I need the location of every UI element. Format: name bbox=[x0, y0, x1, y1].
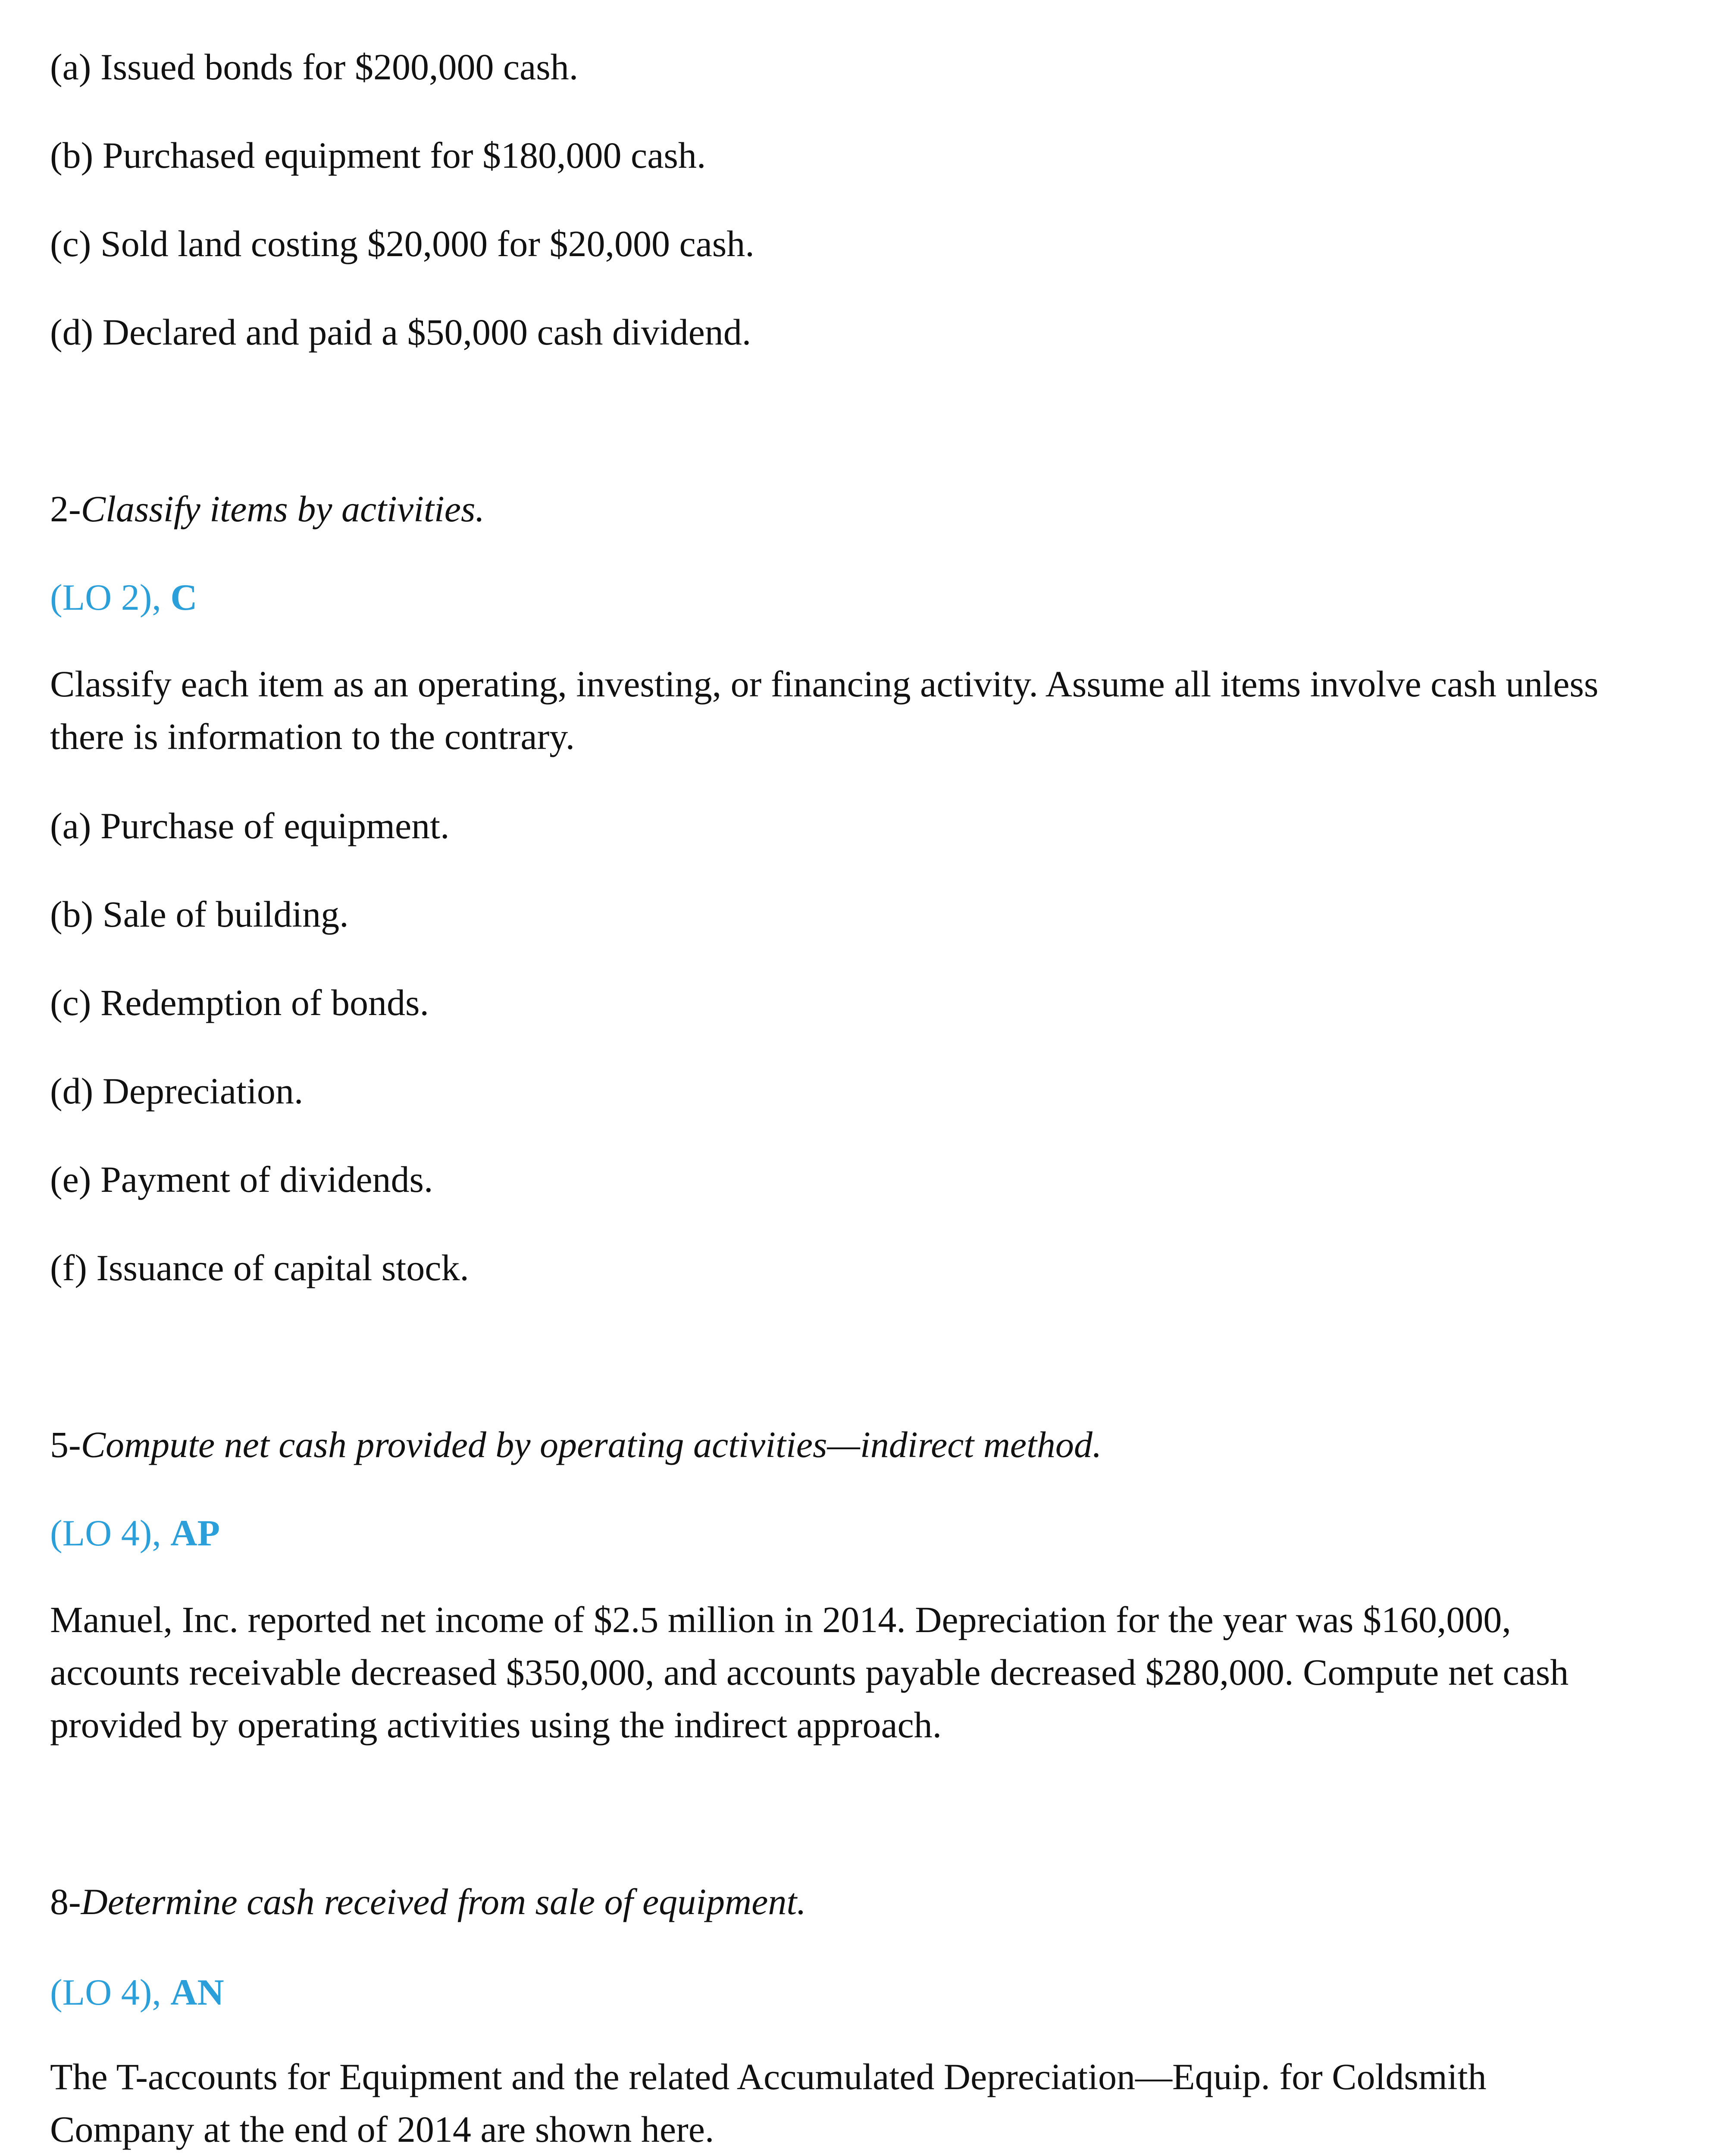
lo-label: (LO 4), bbox=[50, 1512, 171, 1554]
list-item: (c) Sold land costing $20,000 for $20,000 cash. bbox=[50, 223, 755, 264]
list-item: (a) Purchase of equipment. bbox=[50, 805, 450, 846]
paragraph-line: Classify each item as an operating, investing, or financing activity. Assume all items involve cash unless bbox=[50, 663, 1599, 705]
paragraph-line: Company at the end of 2014 are shown here. bbox=[50, 2109, 714, 2150]
paragraph-line: there is information to the contrary. bbox=[50, 716, 575, 757]
paragraph-line: The T-accounts for Equipment and the related Accumulated Depreciation—Equip. for Coldsmith bbox=[50, 2056, 1487, 2097]
exercise-number: 5- bbox=[50, 1424, 81, 1465]
exercise-8-heading bbox=[50, 1876, 806, 1927]
list-item: (d) Depreciation. bbox=[50, 1070, 304, 1112]
exercise-5-heading bbox=[50, 1419, 1102, 1470]
exercise-number: 8- bbox=[50, 1881, 81, 1922]
paragraph-line: Manuel, Inc. reported net income of $2.5 million in 2014. Depreciation for the year was $160,000, bbox=[50, 1599, 1511, 1640]
exercise-number: 2- bbox=[50, 488, 81, 530]
exercise-5-problem bbox=[50, 1593, 1714, 1751]
learning-objective bbox=[50, 1507, 220, 1559]
list-item: (b) Purchased equipment for $180,000 cash. bbox=[50, 135, 706, 176]
list-item: (a) Issued bonds for $200,000 cash. bbox=[50, 46, 579, 88]
list-item: (c) Redemption of bonds. bbox=[50, 982, 429, 1023]
list-item: (e) Payment of dividends. bbox=[50, 1159, 433, 1200]
list-item: (f) Issuance of capital stock. bbox=[50, 1247, 469, 1288]
learning-objective bbox=[50, 571, 197, 623]
lo-code: C bbox=[170, 577, 197, 618]
lo-label: (LO 2), bbox=[50, 577, 171, 618]
exercise-title: Determine cash received from sale of equipment. bbox=[81, 1881, 806, 1922]
list-item: (d) Declared and paid a $50,000 cash dividend. bbox=[50, 311, 751, 353]
list-item: (b) Sale of building. bbox=[50, 893, 349, 935]
learning-objective bbox=[50, 1966, 224, 2018]
exercise-title: Classify items by activities. bbox=[81, 488, 485, 530]
lo-code: AP bbox=[170, 1512, 220, 1554]
lo-label: (LO 4), bbox=[50, 1971, 171, 2013]
exercise-title: Compute net cash provided by operating activities—indirect method. bbox=[81, 1424, 1102, 1465]
exercise-8-problem bbox=[50, 2050, 1714, 2156]
exercise-2-instructions bbox=[50, 658, 1714, 763]
exercise-2-heading bbox=[50, 483, 485, 535]
paragraph-line: accounts receivable decreased $350,000, and accounts payable decreased $280,000. Compute net cash bbox=[50, 1651, 1569, 1693]
lo-code: AN bbox=[170, 1971, 224, 2013]
paragraph-line: provided by operating activities using the indirect approach. bbox=[50, 1704, 942, 1745]
